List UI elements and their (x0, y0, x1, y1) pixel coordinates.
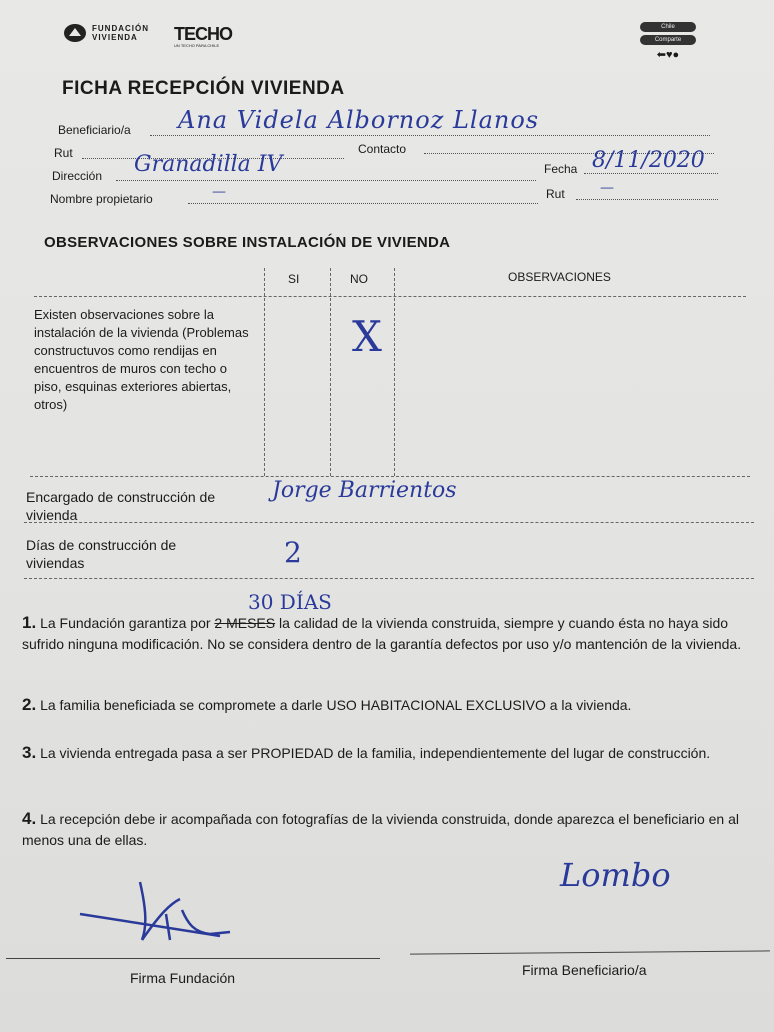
fundacion-vivienda-logo (64, 24, 152, 42)
row3-rule (24, 578, 754, 579)
row1-rule (30, 476, 750, 477)
badge-bottom: Comparte (640, 35, 696, 45)
clause-4 (22, 808, 762, 851)
col-si-header: SI (288, 272, 300, 286)
badge-top: Chile (640, 22, 696, 32)
direccion-value: Granadilla IV (134, 152, 283, 177)
beneficiario-value: Ana Videla Albornoz Llanos (178, 106, 540, 134)
observaciones-title: OBSERVACIONES SOBRE INSTALACIÓN DE VIVIENDA (44, 234, 451, 251)
clause1-handwritten: 30 DÍAS (248, 590, 332, 614)
clause4-num: 4. (22, 809, 37, 828)
logo-foundation-text: FUNDACIÓN VIVIENDA (92, 24, 149, 42)
clause3-num: 3. (22, 743, 37, 762)
techo-logo (174, 24, 232, 48)
beneficiario-signature: Lombo (560, 856, 671, 894)
row1-text: Existen observaciones sobre la instalación de la vivienda (Problemas constructuvos como rendijas en encuentros de muros con techo o piso, esquinas exteriores abiertas, otros) (34, 307, 249, 412)
techo-tagline: UN TECHO PARA CHILE (174, 43, 220, 48)
beneficiario-label: Beneficiario/a (58, 123, 131, 137)
propietario-label: Nombre propietario (50, 192, 153, 206)
clause-1 (22, 612, 762, 655)
row2-value: Jorge Barrientos (272, 478, 457, 503)
fundacion-signature (70, 874, 250, 954)
table-vrule-3 (394, 268, 395, 476)
row3-value: 2 (284, 536, 302, 569)
table-vrule-1 (264, 268, 265, 476)
rut2-line (576, 198, 718, 200)
row3-label: Días de construcción de viviendas (26, 537, 177, 571)
direccion-line (116, 179, 536, 181)
chile-badge (640, 22, 696, 61)
contacto-label: Contacto (358, 142, 407, 156)
page-title: FICHA RECEPCIÓN VIVIENDA (62, 78, 345, 99)
fecha-label: Fecha (544, 162, 578, 176)
clause2-text: La familia beneficiada se compromete a darle USO HABITACIONAL EXCLUSIVO a la vivienda. (40, 697, 632, 713)
fecha-value: 8/11/2020 (592, 148, 705, 173)
table-vrule-2 (330, 268, 331, 476)
clause1-post: la calidad de la vivienda construida, siempre y cuando ésta no haya sido sufrido ninguna modificación. No se considera dentro de la garantía defectos por uso y/o mantención de la vivienda. (22, 615, 742, 652)
beneficiario-line (150, 134, 710, 136)
clause1-pre: La Fundación garantiza por (40, 615, 211, 631)
col-no-header: NO (350, 272, 368, 286)
badge-icons: ⬅♥● (656, 49, 680, 61)
fundacion-sig-label: Firma Fundación (130, 970, 236, 986)
row1-no-mark: X (352, 312, 382, 361)
clause2-num: 2. (22, 695, 37, 714)
rut2-value: — (600, 180, 614, 196)
rut-label: Rut (54, 146, 73, 160)
beneficiario-sig-label: Firma Beneficiario/a (522, 962, 647, 978)
clause4-text: La recepción debe ir acompañada con fotografías de la vivienda construida, donde aparezca el beneficiario en al menos una de ellas. (22, 811, 739, 848)
beneficiario-sig-line (410, 950, 770, 954)
techo-logo-text: TECHO (174, 24, 232, 44)
rut2-label: Rut (546, 187, 565, 201)
direccion-label: Dirección (52, 169, 103, 183)
propietario-value: — (212, 184, 226, 200)
clause-2 (22, 694, 762, 716)
row2-rule (24, 522, 754, 523)
house-icon (64, 24, 86, 42)
clause3-text: La vivienda entregada pasa a ser PROPIEDAD de la familia, independientemente del lugar de construcción. (40, 745, 711, 761)
row2-label: Encargado de construcción de vivienda (26, 489, 216, 523)
clause-3 (22, 742, 762, 764)
clause1-struck: 2 MESES (214, 615, 276, 631)
propietario-line (188, 202, 538, 204)
col-obs-header: OBSERVACIONES (508, 270, 611, 284)
clause1-num: 1. (22, 613, 37, 632)
table-header-rule (34, 296, 746, 297)
fundacion-sig-line (6, 958, 380, 959)
